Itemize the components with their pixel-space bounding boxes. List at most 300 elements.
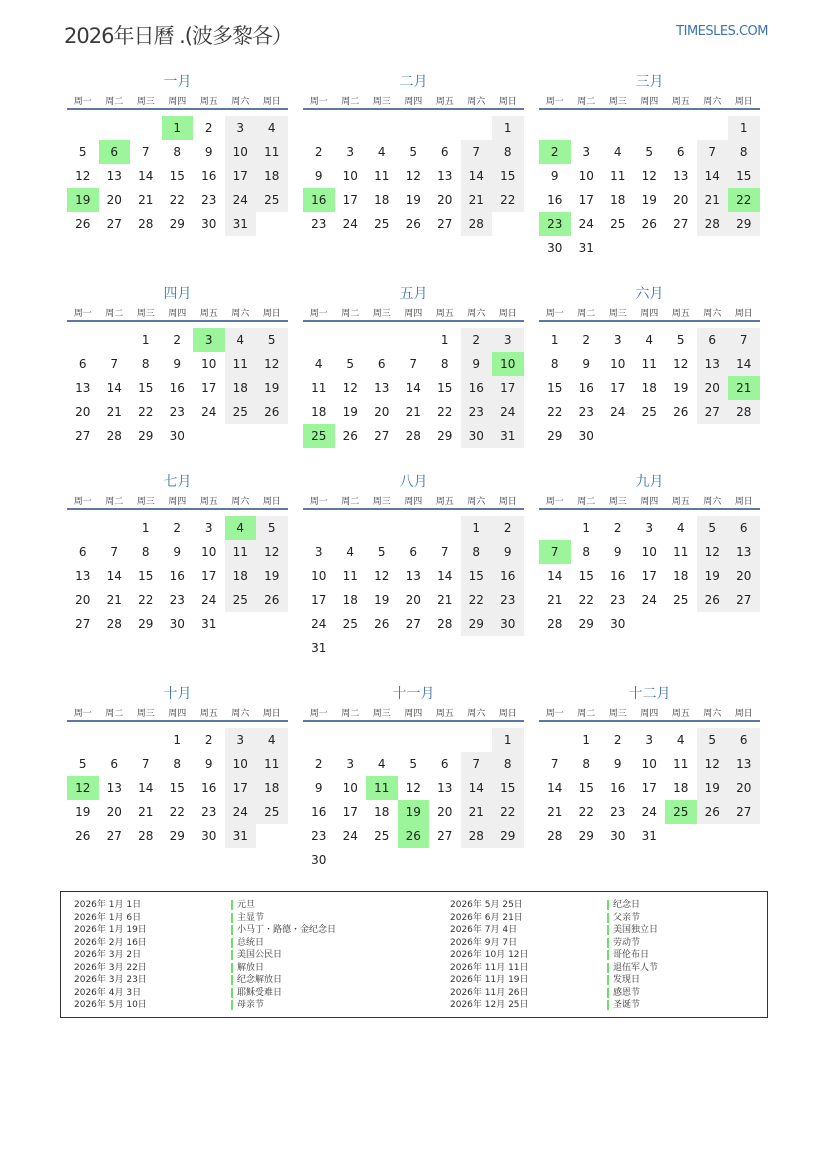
week-row bbox=[539, 140, 760, 164]
holiday-date: 2026年 11月 19日 bbox=[450, 975, 529, 985]
day-cell: 15 bbox=[138, 381, 154, 395]
holiday-date: 2026年 3月 22日 bbox=[74, 962, 147, 973]
day-cell: 14 bbox=[138, 169, 154, 183]
weekday-label: 周二 bbox=[105, 309, 124, 319]
empty-cell bbox=[461, 848, 493, 872]
day-cell: 29 bbox=[169, 217, 185, 231]
weekend-day-cell: 9 bbox=[492, 540, 524, 564]
day-cell: 22 bbox=[169, 193, 185, 207]
empty-cell bbox=[99, 328, 131, 352]
weekday-label: 周一 bbox=[73, 97, 92, 107]
holiday-name: 主显节 bbox=[231, 912, 336, 925]
day-cell: 17 bbox=[342, 193, 358, 207]
empty-cell bbox=[665, 236, 697, 260]
empty-cell bbox=[665, 116, 697, 140]
holiday-date: 2026年 11月 11日 bbox=[450, 962, 529, 973]
day-cell: 24 bbox=[342, 829, 358, 843]
week-row bbox=[303, 116, 524, 140]
day-cell: 6 bbox=[78, 545, 87, 559]
day-cell: 3 bbox=[314, 545, 323, 559]
day-cell: 4 bbox=[377, 757, 386, 771]
weekend-day-cell: 26 bbox=[256, 588, 288, 612]
day-cell: 20 bbox=[106, 193, 122, 207]
empty-cell bbox=[67, 516, 99, 540]
day-cell: 24 bbox=[578, 217, 594, 231]
empty-cell bbox=[335, 848, 367, 872]
day-cell: 30 bbox=[169, 429, 185, 443]
holiday-name: 母亲节 bbox=[231, 999, 336, 1012]
day-cell: 26 bbox=[374, 617, 390, 631]
weekend-day-cell: 13 bbox=[697, 352, 729, 376]
weekday-header bbox=[539, 95, 760, 110]
day-cell: 26 bbox=[673, 405, 689, 419]
day-cell: 4 bbox=[314, 357, 323, 371]
holiday-name: 元旦 bbox=[231, 899, 336, 912]
weekend-day-cell: 23 bbox=[461, 400, 493, 424]
weekend-day-cell: 27 bbox=[728, 800, 760, 824]
day-cell: 11 bbox=[610, 169, 626, 183]
empty-cell bbox=[634, 116, 666, 140]
week-row bbox=[67, 728, 288, 752]
holiday-day-cell: 19 bbox=[398, 800, 430, 824]
weekend-day-cell: 5 bbox=[256, 328, 288, 352]
weekday-label: 周五 bbox=[671, 497, 690, 507]
week-row bbox=[539, 352, 760, 376]
day-cell: 1 bbox=[141, 521, 150, 535]
day-cell: 6 bbox=[409, 545, 418, 559]
day-cell: 3 bbox=[645, 521, 654, 535]
week-row bbox=[67, 116, 288, 140]
weekday-label: 周二 bbox=[341, 497, 360, 507]
day-cell: 1 bbox=[141, 333, 150, 347]
day-cell: 24 bbox=[641, 593, 657, 607]
weekday-label: 周三 bbox=[136, 497, 155, 507]
day-cell: 12 bbox=[75, 169, 91, 183]
day-cell: 20 bbox=[106, 805, 122, 819]
weekend-day-cell: 8 bbox=[728, 140, 760, 164]
day-cell: 30 bbox=[610, 617, 626, 631]
holiday-day-cell: 12 bbox=[67, 776, 99, 800]
holiday-name: 父亲节 bbox=[607, 912, 658, 925]
month-title: 五月 bbox=[399, 286, 428, 302]
day-cell: 2 bbox=[314, 145, 323, 159]
day-cell: 8 bbox=[141, 545, 150, 559]
weekday-label: 周六 bbox=[703, 709, 722, 719]
weekend-day-cell: 25 bbox=[256, 800, 288, 824]
day-cell: 26 bbox=[75, 829, 91, 843]
day-cell: 12 bbox=[673, 357, 689, 371]
week-row bbox=[303, 140, 524, 164]
day-cell: 22 bbox=[138, 405, 154, 419]
week-row bbox=[539, 188, 760, 212]
week-row bbox=[539, 164, 760, 188]
weekday-label: 周二 bbox=[105, 97, 124, 107]
day-cell: 30 bbox=[311, 853, 327, 867]
day-cell: 9 bbox=[613, 757, 622, 771]
month-title: 四月 bbox=[163, 286, 192, 302]
day-cell: 31 bbox=[578, 241, 594, 255]
day-cell: 16 bbox=[547, 193, 563, 207]
holiday-name: 美国独立日 bbox=[607, 924, 658, 937]
weekend-day-cell: 26 bbox=[697, 800, 729, 824]
day-cell: 4 bbox=[645, 333, 654, 347]
weekday-label: 周一 bbox=[73, 497, 92, 507]
week-row bbox=[67, 540, 288, 564]
weekday-label: 周五 bbox=[435, 497, 454, 507]
empty-cell bbox=[303, 728, 335, 752]
day-cell: 28 bbox=[106, 617, 122, 631]
day-cell: 11 bbox=[311, 381, 327, 395]
empty-cell bbox=[303, 328, 335, 352]
day-cell: 6 bbox=[676, 145, 685, 159]
day-cell: 21 bbox=[106, 593, 122, 607]
weekday-label: 周日 bbox=[262, 497, 281, 507]
weekend-day-cell: 11 bbox=[225, 352, 257, 376]
weekend-day-cell: 18 bbox=[256, 776, 288, 800]
weekday-label: 周三 bbox=[608, 97, 627, 107]
weekend-day-cell: 15 bbox=[461, 564, 493, 588]
day-cell: 1 bbox=[582, 733, 591, 747]
weekday-header bbox=[303, 495, 524, 510]
holiday-date: 2026年 10月 12日 bbox=[450, 950, 529, 960]
weekend-day-cell: 29 bbox=[461, 612, 493, 636]
day-cell: 4 bbox=[377, 145, 386, 159]
weekday-header bbox=[303, 707, 524, 722]
day-cell: 11 bbox=[342, 569, 358, 583]
empty-cell bbox=[67, 116, 99, 140]
day-cell: 20 bbox=[374, 405, 390, 419]
day-cell: 9 bbox=[204, 757, 213, 771]
empty-cell bbox=[398, 328, 430, 352]
holiday-day-cell: 21 bbox=[728, 376, 760, 400]
weekend-day-cell: 11 bbox=[256, 752, 288, 776]
empty-cell bbox=[634, 236, 666, 260]
day-cell: 21 bbox=[138, 805, 154, 819]
weekday-label: 周一 bbox=[545, 309, 564, 319]
week-row bbox=[67, 424, 288, 448]
weekday-header bbox=[67, 95, 288, 110]
day-cell: 2 bbox=[173, 333, 182, 347]
day-cell: 9 bbox=[314, 781, 323, 795]
week-row bbox=[303, 400, 524, 424]
day-cell: 3 bbox=[346, 757, 355, 771]
day-cell: 7 bbox=[141, 145, 150, 159]
week-row bbox=[303, 424, 524, 448]
day-cell: 11 bbox=[673, 545, 689, 559]
day-cell: 23 bbox=[169, 593, 185, 607]
month-block bbox=[539, 282, 760, 448]
weekday-label: 周六 bbox=[703, 309, 722, 319]
day-cell: 5 bbox=[78, 757, 87, 771]
day-cell: 13 bbox=[437, 169, 453, 183]
day-cell: 2 bbox=[204, 733, 213, 747]
day-cell: 23 bbox=[311, 217, 327, 231]
day-cell: 13 bbox=[405, 569, 421, 583]
empty-cell bbox=[256, 824, 288, 848]
weekday-label: 周一 bbox=[309, 497, 328, 507]
weekend-day-cell: 24 bbox=[225, 188, 257, 212]
empty-cell bbox=[335, 116, 367, 140]
day-cell: 16 bbox=[169, 381, 185, 395]
empty-cell bbox=[398, 116, 430, 140]
weekday-label: 周一 bbox=[73, 709, 92, 719]
day-cell: 3 bbox=[346, 145, 355, 159]
day-cell: 31 bbox=[641, 829, 657, 843]
month-block bbox=[67, 282, 288, 448]
holiday-name: 哥伦布日 bbox=[607, 949, 658, 962]
day-cell: 25 bbox=[673, 593, 689, 607]
weekend-day-cell: 31 bbox=[492, 424, 524, 448]
day-cell: 12 bbox=[342, 381, 358, 395]
weekday-label: 周三 bbox=[372, 97, 391, 107]
weekday-label: 周二 bbox=[577, 709, 596, 719]
weekend-day-cell: 14 bbox=[461, 164, 493, 188]
day-cell: 13 bbox=[75, 381, 91, 395]
day-cell: 1 bbox=[582, 521, 591, 535]
week-row bbox=[303, 752, 524, 776]
day-cell: 8 bbox=[173, 757, 182, 771]
day-cell: 12 bbox=[641, 169, 657, 183]
day-cell: 24 bbox=[201, 593, 217, 607]
weekend-day-cell: 25 bbox=[225, 588, 257, 612]
weekday-header bbox=[67, 707, 288, 722]
holiday-date: 2026年 1月 6日 bbox=[74, 912, 142, 923]
weekday-label: 周四 bbox=[168, 97, 187, 107]
day-cell: 10 bbox=[311, 569, 327, 583]
day-cell: 7 bbox=[110, 545, 119, 559]
day-cell: 11 bbox=[374, 169, 390, 183]
empty-cell bbox=[602, 424, 634, 448]
day-cell: 22 bbox=[578, 805, 594, 819]
day-cell: 16 bbox=[201, 169, 217, 183]
day-cell: 18 bbox=[311, 405, 327, 419]
week-row bbox=[67, 776, 288, 800]
weekday-label: 周二 bbox=[577, 97, 596, 107]
day-cell: 13 bbox=[437, 781, 453, 795]
day-cell: 1 bbox=[550, 333, 559, 347]
empty-cell bbox=[429, 116, 461, 140]
weekend-day-cell: 7 bbox=[728, 328, 760, 352]
holiday-day-cell: 3 bbox=[193, 328, 225, 352]
empty-cell bbox=[366, 848, 398, 872]
day-cell: 10 bbox=[641, 545, 657, 559]
weekday-label: 周五 bbox=[199, 309, 218, 319]
weekend-day-cell: 30 bbox=[492, 612, 524, 636]
week-row bbox=[303, 564, 524, 588]
empty-cell bbox=[398, 848, 430, 872]
empty-cell bbox=[335, 328, 367, 352]
day-cell: 3 bbox=[582, 145, 591, 159]
empty-cell bbox=[303, 516, 335, 540]
weekday-label: 周一 bbox=[309, 709, 328, 719]
weekend-day-cell: 15 bbox=[492, 776, 524, 800]
holiday-name: 发现日 bbox=[607, 974, 658, 987]
weekend-day-cell: 29 bbox=[492, 824, 524, 848]
empty-cell bbox=[539, 116, 571, 140]
week-row bbox=[67, 328, 288, 352]
holiday-date: 2026年 11月 26日 bbox=[450, 987, 529, 998]
week-row bbox=[539, 824, 760, 848]
holiday-name: 纪念解放日 bbox=[231, 974, 336, 987]
weekend-day-cell: 18 bbox=[225, 564, 257, 588]
day-cell: 2 bbox=[582, 333, 591, 347]
weekend-day-cell: 12 bbox=[697, 752, 729, 776]
weekday-header bbox=[539, 495, 760, 510]
weekend-day-cell: 15 bbox=[728, 164, 760, 188]
day-cell: 26 bbox=[342, 429, 358, 443]
weekday-label: 周三 bbox=[136, 97, 155, 107]
week-row bbox=[539, 424, 760, 448]
week-row bbox=[67, 400, 288, 424]
day-cell: 21 bbox=[547, 593, 563, 607]
holiday-date: 2026年 3月 23日 bbox=[74, 975, 147, 985]
day-cell: 26 bbox=[405, 217, 421, 231]
weekend-day-cell: 4 bbox=[256, 116, 288, 140]
day-cell: 3 bbox=[645, 733, 654, 747]
weekend-day-cell: 19 bbox=[256, 376, 288, 400]
day-cell: 29 bbox=[138, 617, 154, 631]
day-cell: 7 bbox=[141, 757, 150, 771]
month-block bbox=[303, 282, 524, 448]
empty-cell bbox=[429, 516, 461, 540]
day-cell: 4 bbox=[613, 145, 622, 159]
day-cell: 15 bbox=[138, 569, 154, 583]
weekday-label: 周二 bbox=[341, 309, 360, 319]
weekend-day-cell: 14 bbox=[728, 352, 760, 376]
weekday-label: 周三 bbox=[372, 309, 391, 319]
weekend-day-cell: 12 bbox=[697, 540, 729, 564]
month-title: 九月 bbox=[635, 474, 664, 490]
weekday-label: 周六 bbox=[467, 709, 486, 719]
day-cell: 2 bbox=[613, 521, 622, 535]
day-cell: 10 bbox=[610, 357, 626, 371]
week-row bbox=[303, 800, 524, 824]
holiday-name: 小马丁・路德・金纪念日 bbox=[231, 924, 336, 937]
holiday-day-cell: 25 bbox=[303, 424, 335, 448]
week-row bbox=[67, 800, 288, 824]
weekend-day-cell: 12 bbox=[256, 540, 288, 564]
week-row bbox=[539, 516, 760, 540]
day-cell: 6 bbox=[377, 357, 386, 371]
empty-cell bbox=[539, 728, 571, 752]
weekend-day-cell: 20 bbox=[728, 776, 760, 800]
weekday-label: 周五 bbox=[435, 709, 454, 719]
day-cell: 7 bbox=[110, 357, 119, 371]
day-cell: 21 bbox=[437, 593, 453, 607]
day-cell: 22 bbox=[138, 593, 154, 607]
weekend-day-cell: 23 bbox=[492, 588, 524, 612]
weekday-label: 周六 bbox=[703, 97, 722, 107]
weekend-day-cell: 3 bbox=[225, 116, 257, 140]
holiday-names-right bbox=[607, 899, 658, 1012]
empty-cell bbox=[602, 236, 634, 260]
day-cell: 29 bbox=[547, 429, 563, 443]
weekend-day-cell: 3 bbox=[225, 728, 257, 752]
weekday-label: 周日 bbox=[498, 709, 517, 719]
empty-cell bbox=[256, 212, 288, 236]
week-row bbox=[303, 164, 524, 188]
day-cell: 10 bbox=[342, 169, 358, 183]
day-cell: 4 bbox=[676, 521, 685, 535]
weekend-day-cell: 28 bbox=[728, 400, 760, 424]
weekend-day-cell: 22 bbox=[492, 188, 524, 212]
month-block bbox=[539, 470, 760, 636]
weekday-label: 周一 bbox=[545, 497, 564, 507]
day-cell: 18 bbox=[374, 193, 390, 207]
day-cell: 15 bbox=[437, 381, 453, 395]
week-row bbox=[67, 516, 288, 540]
holiday-day-cell: 16 bbox=[303, 188, 335, 212]
weekday-label: 周四 bbox=[404, 309, 423, 319]
site-link[interactable]: TIMESLES.COM bbox=[676, 24, 768, 39]
week-row bbox=[539, 776, 760, 800]
weekday-label: 周六 bbox=[467, 97, 486, 107]
day-cell: 31 bbox=[201, 617, 217, 631]
weekend-day-cell: 10 bbox=[225, 752, 257, 776]
weekend-day-cell: 31 bbox=[225, 824, 257, 848]
day-cell: 17 bbox=[610, 381, 626, 395]
holiday-day-cell: 6 bbox=[99, 140, 131, 164]
holiday-day-cell: 4 bbox=[225, 516, 257, 540]
holiday-name: 圣诞节 bbox=[607, 999, 658, 1012]
holiday-date: 2026年 1月 19日 bbox=[74, 925, 147, 935]
day-cell: 17 bbox=[311, 593, 327, 607]
holiday-day-cell: 19 bbox=[67, 188, 99, 212]
day-cell: 24 bbox=[610, 405, 626, 419]
day-cell: 21 bbox=[138, 193, 154, 207]
weekday-label: 周六 bbox=[231, 709, 250, 719]
day-cell: 9 bbox=[582, 357, 591, 371]
holiday-date: 2026年 6月 21日 bbox=[450, 912, 523, 923]
empty-cell bbox=[697, 424, 729, 448]
holiday-dates-left bbox=[74, 899, 147, 1012]
day-cell: 20 bbox=[75, 405, 91, 419]
empty-cell bbox=[366, 516, 398, 540]
day-cell: 16 bbox=[201, 781, 217, 795]
day-cell: 9 bbox=[314, 169, 323, 183]
day-cell: 28 bbox=[437, 617, 453, 631]
week-row bbox=[303, 636, 524, 660]
week-row bbox=[539, 212, 760, 236]
day-cell: 5 bbox=[676, 333, 685, 347]
weekend-day-cell: 2 bbox=[492, 516, 524, 540]
day-cell: 17 bbox=[641, 569, 657, 583]
day-cell: 14 bbox=[547, 569, 563, 583]
weekend-day-cell: 11 bbox=[225, 540, 257, 564]
day-cell: 18 bbox=[610, 193, 626, 207]
weekday-label: 周五 bbox=[199, 97, 218, 107]
day-cell: 19 bbox=[374, 593, 390, 607]
day-cell: 16 bbox=[169, 569, 185, 583]
holiday-day-cell: 26 bbox=[398, 824, 430, 848]
day-cell: 19 bbox=[342, 405, 358, 419]
month-block bbox=[539, 682, 760, 848]
week-row bbox=[303, 188, 524, 212]
week-row bbox=[539, 752, 760, 776]
day-cell: 14 bbox=[437, 569, 453, 583]
week-row bbox=[539, 612, 760, 636]
day-cell: 30 bbox=[169, 617, 185, 631]
empty-cell bbox=[634, 612, 666, 636]
day-cell: 7 bbox=[440, 545, 449, 559]
day-cell: 23 bbox=[201, 193, 217, 207]
month-block bbox=[303, 470, 524, 660]
day-cell: 29 bbox=[169, 829, 185, 843]
weekend-day-cell: 13 bbox=[728, 752, 760, 776]
day-cell: 15 bbox=[578, 781, 594, 795]
week-row bbox=[303, 824, 524, 848]
empty-cell bbox=[225, 612, 257, 636]
